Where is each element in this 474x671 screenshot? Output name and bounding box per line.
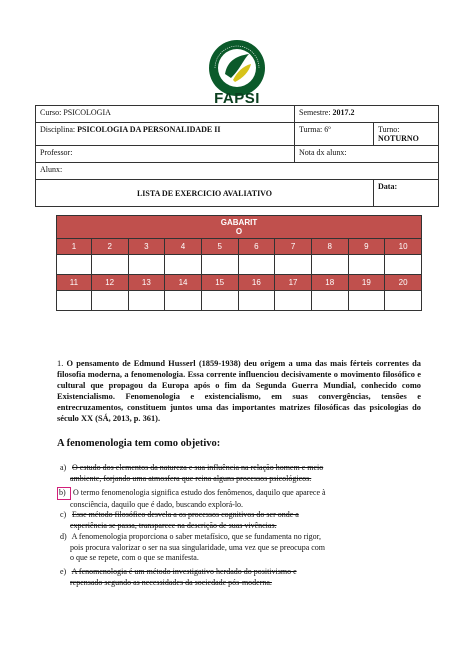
gabarito-row-2-numbers: [57, 275, 422, 291]
turno-cell: Turno: NOTURNO: [374, 123, 439, 146]
answer-cell[interactable]: [238, 291, 275, 311]
answer-cell[interactable]: [91, 291, 128, 311]
gabarito-number: 6: [238, 239, 275, 255]
nota-cell: Nota dx alunx:: [295, 146, 439, 163]
answer-cell[interactable]: [275, 255, 312, 275]
answer-cell[interactable]: [128, 291, 165, 311]
gabarito-number: 15: [201, 275, 238, 291]
option-letter: d): [60, 532, 67, 541]
gabarito-number: 14: [165, 275, 202, 291]
answer-cell[interactable]: [275, 291, 312, 311]
answer-cell[interactable]: [385, 291, 422, 311]
gabarito-number: 10: [385, 239, 422, 255]
option-text: A fenomenologia proporciona o saber metafísico, que se fundamenta no rigor,: [71, 532, 321, 541]
gabarito-number: 9: [348, 239, 385, 255]
answer-cell[interactable]: [57, 291, 92, 311]
gabarito-number: 4: [165, 239, 202, 255]
answer-cell[interactable]: [165, 255, 202, 275]
gabarito-number: 3: [128, 239, 165, 255]
gabarito-number: 16: [238, 275, 275, 291]
option-text: repensado segundo as necessidades da sociedade pós-moderna.: [70, 577, 272, 587]
fapsi-logo-text: FAPSI: [214, 90, 260, 107]
gabarito-number: 7: [275, 239, 312, 255]
question-number: 1.: [57, 359, 64, 368]
option-text: o que se repete, com o que se manifesta.: [70, 553, 199, 562]
answer-cell[interactable]: [201, 255, 238, 275]
answer-cell[interactable]: [311, 291, 348, 311]
gabarito-title: GABARIT O: [57, 216, 422, 239]
answer-cell[interactable]: [165, 291, 202, 311]
option-text: O termo fenomenologia significa estudo dos fenômenos, daquilo que aparece à: [73, 488, 326, 497]
gabarito-number: 2: [91, 239, 128, 255]
question-1-text: 1. O pensamento de Edmund Husserl (1859-1938) deu origem a uma das mais férteis correntes da filosofia moderna, a fenomenologia. Essa corrente influenciou decisivamente o movimento filosófico e cultural que propagou da Europa após o fim da Segunda Guerra Mundial, conhecido como Existencialismo. Fenomenologia e existencialismo, em suas convergências, tensões e entrecruzamentos, constituem juntos uma das importantes matrizes filosóficas das psicologias do século XX (SÁ, 2013, p. 361).: [57, 359, 421, 423]
question-prompt: A fenomenologia tem como objetivo:: [57, 438, 221, 449]
selected-option-marker: b): [57, 487, 71, 500]
answer-cell[interactable]: [57, 255, 92, 275]
gabarito-table: [56, 215, 422, 311]
option-e[interactable]: [60, 567, 420, 588]
gabarito-number: 13: [128, 275, 165, 291]
answer-cell[interactable]: [348, 291, 385, 311]
answer-cell[interactable]: [348, 255, 385, 275]
gabarito-number: 5: [201, 239, 238, 255]
turma-cell: Turma: 6º: [295, 123, 374, 146]
option-text: O estudo dos elementos da natureza e sua influência na relação homem e meio: [72, 463, 324, 472]
gabarito-number: 11: [57, 275, 92, 291]
answer-cell[interactable]: [238, 255, 275, 275]
gabarito-number: 17: [275, 275, 312, 291]
answer-cell[interactable]: [311, 255, 348, 275]
gabarito-number: 20: [385, 275, 422, 291]
option-letter: c): [60, 510, 67, 519]
disciplina-cell: Disciplina: PSICOLOGIA DA PERSONALIDADE II: [36, 123, 295, 146]
answer-cell[interactable]: [128, 255, 165, 275]
gabarito-number: 8: [311, 239, 348, 255]
answer-cell[interactable]: [91, 255, 128, 275]
gabarito-number: 12: [91, 275, 128, 291]
lista-title-cell: LISTA DE EXERCICIO AVALIATIVO: [36, 180, 374, 207]
gabarito-number: 1: [57, 239, 92, 255]
option-c[interactable]: [60, 510, 420, 531]
professor-cell: Professor:: [36, 146, 295, 163]
gabarito-row-2-answers: [57, 291, 422, 311]
curso-cell: Curso: PSICOLOGIA: [36, 106, 295, 123]
alunx-cell: Alunx:: [36, 163, 439, 180]
option-text: pois procura valorizar o ser na sua singularidade, uma vez que se preocupa com: [70, 542, 326, 552]
data-cell: Data:: [374, 180, 439, 207]
option-text: experiência se passa, transparece na descrição de suas vivências.: [70, 520, 277, 530]
option-text: consciência, daquilo que é dado, buscando explorá-lo.: [70, 499, 244, 509]
gabarito-number: 18: [311, 275, 348, 291]
gabarito-row-1-answers: [57, 255, 422, 275]
gabarito-row-1-numbers: [57, 239, 422, 255]
gabarito-number: 19: [348, 275, 385, 291]
header-table: [35, 105, 439, 207]
option-b[interactable]: [60, 487, 420, 510]
option-text: A fenomenologia é um método investigativo herdado do positivismo e: [71, 567, 297, 576]
option-a[interactable]: [60, 463, 420, 484]
option-d[interactable]: [60, 532, 420, 564]
answer-cell[interactable]: [385, 255, 422, 275]
option-letter: a): [60, 463, 67, 472]
semestre-cell: Semestre: 2017.2: [295, 106, 439, 123]
answer-cell[interactable]: [201, 291, 238, 311]
option-letter: e): [60, 567, 67, 576]
option-text: ambiente, forjando uma atmosfera que reina alguns processos psicológicos.: [70, 473, 312, 483]
option-text: Esse método filosófico desvela a os processos cognitivos do ser onde a: [72, 510, 299, 519]
